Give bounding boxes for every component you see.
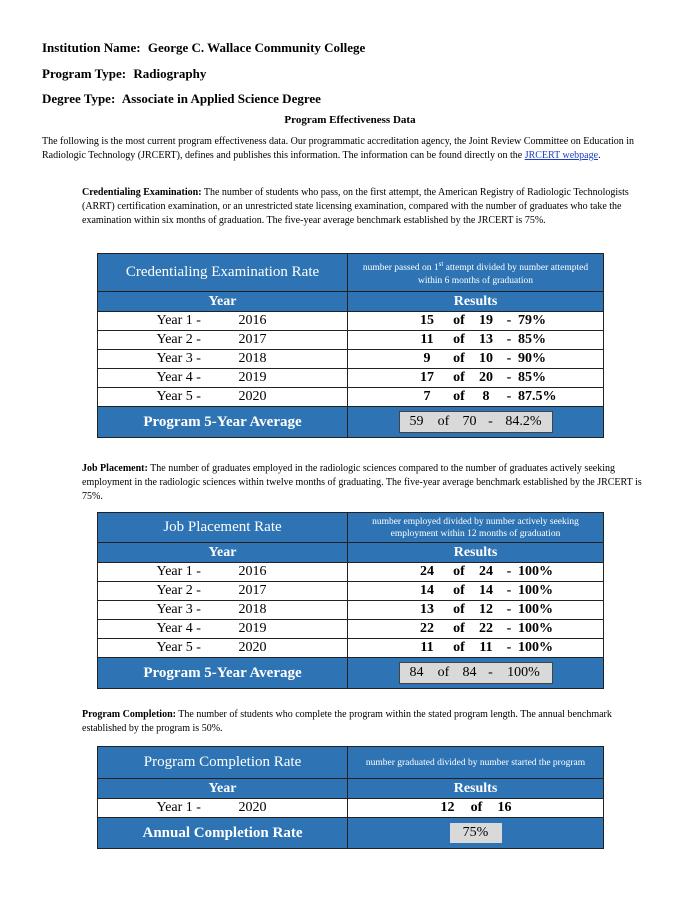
job-placement-table [97,512,604,689]
of-text: of [453,370,465,385]
year-label: Year 4 - [156,621,201,636]
attempted-count: 19 [479,313,493,328]
degree-type-line [42,91,321,107]
job-rate-description: number employed divided by number actively seeking employment within 12 months of graduation [348,513,604,543]
completion-paragraph [82,708,652,736]
attempted-count: 8 [482,389,490,404]
table-row [98,563,604,582]
credentialing-text: The number of students who pass, on the first attempt, the American Registry of Radiologic Technologists (ARRT) certification examination, or an unrestricted state licensing examination, compared with the number of graduates who take the examination within six months of graduation. The five-year average benchmark established by the JRCERT is 75%. [82,187,629,226]
credentialing-year-header: Year [98,292,348,312]
jrcert-link[interactable]: JRCERT webpage [524,150,599,161]
year-label: Year 1 - [156,800,201,815]
dash-text: - [506,621,512,636]
page-title: Program Effectiveness Data [284,114,416,126]
year-value: 2017 [238,332,267,347]
intro-paragraph [42,135,668,163]
average-attempted: 70 [462,414,477,429]
completion-rate-name: Program Completion Rate [98,747,348,779]
employed-count: 24 [420,564,434,579]
year-value: 2020 [238,640,267,655]
of-text: of [453,602,465,617]
credentialing-average-box [399,411,553,433]
year-value: 2019 [238,370,267,385]
average-seeking: 84 [462,665,477,680]
of-text: of [453,389,465,404]
table-row [98,620,604,639]
of-text: of [453,621,465,636]
credentialing-rate-description [348,254,604,292]
percent-value: 85% [518,332,546,347]
average-dash: - [488,414,493,429]
credentialing-results-header: Results [348,292,604,312]
seeking-count: 24 [479,564,493,579]
average-passed: 59 [409,414,424,429]
completion-text: The number of students who complete the program within the stated program length. The annual benchmark established by the program is 50%. [82,709,612,734]
job-average-cell [348,658,604,689]
average-dash: - [488,665,493,680]
table-row [98,369,604,388]
program-type-line [42,66,206,82]
job-average-box [399,662,553,684]
completion-rate-description: number graduated divided by number started the program [348,747,604,779]
year-value: 2016 [238,313,267,328]
credentialing-desc-part1: number passed on 1 [362,263,439,274]
completion-label: Program Completion: [82,709,176,720]
year-label: Year 1 - [156,564,201,579]
percent-value: 100% [518,602,553,617]
completion-average-label: Annual Completion Rate [98,818,348,849]
year-label: Year 3 - [156,351,201,366]
year-value: 2020 [238,800,267,815]
intro-text: The following is the most current program effectiveness data. Our programmatic accreditation agency, the Joint Review Committee on Education in Radiologic Technology (JRCERT), defines and publishes this information. The information can be found directly on the [42,136,635,161]
program-type-label: Program Type: [42,66,127,81]
dash-text: - [506,564,512,579]
percent-value: 100% [518,640,553,655]
credentialing-average-label: Program 5-Year Average [98,407,348,438]
employed-count: 11 [420,640,434,655]
table-row [98,639,604,658]
percent-value: 100% [518,583,553,598]
percent-value: 90% [518,351,546,366]
job-results-header: Results [348,543,604,563]
credentialing-desc-sup: st [438,260,444,269]
average-employed: 84 [409,665,424,680]
percent-value: 79% [518,313,546,328]
year-label: Year 1 - [156,313,201,328]
completion-results-header: Results [348,779,604,799]
started-count: 16 [497,800,512,815]
year-label: Year 4 - [156,370,201,385]
of-text: of [453,564,465,579]
average-of: of [437,665,450,680]
attempted-count: 13 [479,332,493,347]
institution-label: Institution Name: [42,40,141,55]
year-label: Year 5 - [156,389,201,404]
dash-text: - [506,640,512,655]
passed-count: 9 [423,351,431,366]
employed-count: 14 [420,583,434,598]
program-type-value: Radiography [133,66,207,81]
credentialing-label: Credentialing Examination: [82,187,202,198]
employed-count: 22 [420,621,434,636]
graduated-count: 12 [440,800,455,815]
passed-count: 7 [423,389,431,404]
institution-line [42,40,365,56]
year-value: 2019 [238,621,267,636]
of-text: of [453,332,465,347]
dash-text: - [506,602,512,617]
year-label: Year 2 - [156,332,201,347]
completion-average-cell [348,818,604,849]
credentialing-rate-name: Credentialing Examination Rate [98,254,348,292]
passed-count: 15 [420,313,434,328]
dash-text: - [506,351,512,366]
attempted-count: 20 [479,370,493,385]
of-text: of [453,351,465,366]
table-row [98,388,604,407]
of-text: of [453,313,465,328]
year-value: 2020 [238,389,267,404]
year-label: Year 3 - [156,602,201,617]
year-value: 2017 [238,583,267,598]
credentialing-paragraph [82,186,652,228]
job-average-label: Program 5-Year Average [98,658,348,689]
year-label: Year 2 - [156,583,201,598]
degree-type-value: Associate in Applied Science Degree [121,91,321,106]
completion-table [97,746,604,849]
credentialing-average-cell [348,407,604,438]
employed-count: 13 [420,602,434,617]
average-percent: 100% [507,665,540,680]
seeking-count: 11 [479,640,493,655]
attempted-count: 10 [479,351,493,366]
year-value: 2018 [238,351,267,366]
percent-value: 100% [518,621,553,636]
dash-text: - [506,313,512,328]
job-rate-name: Job Placement Rate [98,513,348,543]
table-row [98,312,604,331]
of-text: of [470,800,483,815]
seeking-count: 12 [479,602,493,617]
of-text: of [453,640,465,655]
intro-tail: . [598,150,601,161]
seeking-count: 14 [479,583,493,598]
percent-value: 100% [518,564,553,579]
dash-text: - [506,389,512,404]
credentialing-table [97,253,604,438]
dash-text: - [506,370,512,385]
passed-count: 11 [420,332,434,347]
job-placement-text: The number of graduates employed in the radiologic sciences compared to the number of graduates actively seeking employment in the radiologic sciences within twelve months of graduating. The five-year average benchmark established by the JRCERT is 75%. [82,463,642,502]
job-year-header: Year [98,543,348,563]
average-percent: 84.2% [505,414,542,429]
average-of: of [437,414,450,429]
year-label: Year 5 - [156,640,201,655]
table-row [98,350,604,369]
completion-average-box [450,823,502,843]
job-placement-paragraph [82,462,652,504]
seeking-count: 22 [479,621,493,636]
table-row [98,582,604,601]
passed-count: 17 [420,370,434,385]
job-placement-label: Job Placement: [82,463,148,474]
credentialing-desc-part2: attempt divided by number attempted within 6 months of graduation [417,263,589,286]
year-value: 2018 [238,602,267,617]
dash-text: - [506,583,512,598]
table-row [98,799,604,818]
dash-text: - [506,332,512,347]
percent-value: 85% [518,370,546,385]
percent-value: 87.5% [518,389,557,404]
of-text: of [453,583,465,598]
completion-year-header: Year [98,779,348,799]
table-row [98,601,604,620]
completion-percent: 75% [462,825,489,840]
year-value: 2016 [238,564,267,579]
table-row [98,331,604,350]
institution-value: George C. Wallace Community College [147,40,366,55]
degree-type-label: Degree Type: [42,91,116,106]
